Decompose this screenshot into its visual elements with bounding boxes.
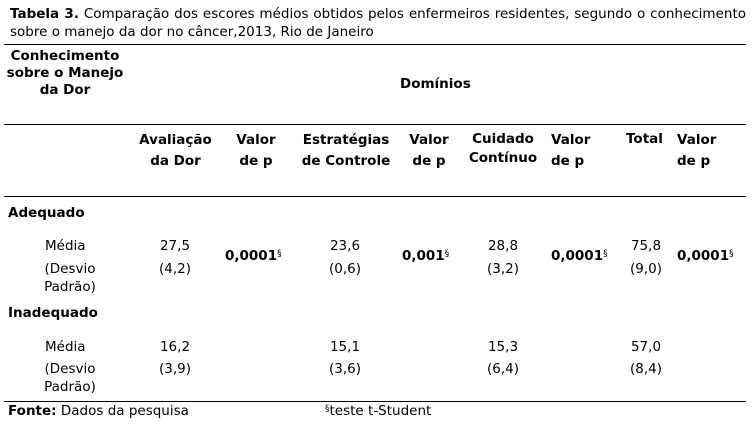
- p-value: 0,0001: [551, 248, 604, 264]
- top-rule: [4, 44, 746, 45]
- table-row-mean-label: Média: [45, 339, 86, 355]
- cell-cuidado-mean: 28,8: [487, 238, 519, 254]
- cell-total-mean: 75,8: [630, 238, 662, 254]
- columns-rule: [4, 196, 746, 197]
- cell-cuidado-p: [551, 247, 608, 265]
- cell-avaliacao-sd: (4,2): [158, 261, 191, 277]
- footnote-mark: §: [277, 249, 282, 259]
- cell-estrategias-p: [402, 247, 449, 265]
- cell-cuidado-mean: 15,3: [487, 339, 519, 355]
- col-avaliacao: Avaliação da Dor: [139, 132, 212, 169]
- table-source: [8, 402, 189, 420]
- table-row-sd-label: (Desvio Padrão): [44, 361, 96, 395]
- row-header: Conhecimento sobre o Manejo da Dor: [6, 48, 124, 98]
- source-text: Dados da pesquisa: [60, 403, 189, 419]
- cell-cuidado-sd: (3,2): [486, 261, 519, 277]
- table-footnote: [325, 402, 431, 420]
- p-value: 0,0001: [677, 248, 730, 264]
- col-p-avaliacao: Valor de p: [236, 132, 276, 169]
- group-inadequado-label: Inadequado: [8, 305, 98, 321]
- cell-total-sd: (8,4): [629, 361, 662, 377]
- footnote-text: teste t-Student: [329, 403, 432, 419]
- cell-avaliacao-mean: 27,5: [159, 238, 191, 254]
- cell-total-p: [677, 247, 734, 265]
- col-p-total: Valor de p: [677, 132, 717, 169]
- caption-text: Comparação dos escores médios obtidos pelos enfermeiros residentes, segundo o conhecimento sobre o manejo da dor no câncer,2013, Rio de Janeiro: [10, 6, 746, 40]
- caption-label: Tabela 3.: [10, 6, 79, 22]
- col-cuidado: Cuidado Contínuo: [468, 131, 538, 166]
- table-row-mean-label: Média: [45, 238, 86, 254]
- cell-total-sd: (9,0): [629, 261, 662, 277]
- footnote-mark: §: [325, 404, 330, 414]
- footnote-mark: §: [444, 249, 450, 259]
- p-value: 0,0001: [225, 248, 278, 264]
- cell-estrategias-mean: 15,1: [329, 339, 361, 355]
- footnote-mark: §: [603, 249, 608, 259]
- domains-header: Domínios: [400, 76, 471, 92]
- p-value: 0,001: [402, 248, 445, 264]
- col-estrategias: Estratégias de Controle: [301, 132, 391, 169]
- group-adequado-label: Adequado: [8, 205, 85, 221]
- cell-cuidado-sd: (6,4): [486, 361, 519, 377]
- source-label: Fonte:: [8, 403, 57, 419]
- table-caption: [10, 5, 746, 41]
- col-total: Total: [626, 131, 663, 147]
- cell-estrategias-sd: (0,6): [328, 261, 361, 277]
- cell-estrategias-mean: 23,6: [329, 238, 361, 254]
- footnote-mark: §: [729, 249, 734, 259]
- cell-avaliacao-p: [225, 247, 282, 265]
- cell-avaliacao-mean: 16,2: [159, 339, 191, 355]
- col-p-estrategias: Valor de p: [409, 132, 449, 169]
- table-row-sd-label: (Desvio Padrão): [44, 261, 96, 295]
- col-p-cuidado: Valor de p: [551, 132, 591, 169]
- cell-avaliacao-sd: (3,9): [158, 361, 191, 377]
- cell-total-mean: 57,0: [630, 339, 662, 355]
- cell-estrategias-sd: (3,6): [328, 361, 361, 377]
- header-rule: [4, 124, 746, 125]
